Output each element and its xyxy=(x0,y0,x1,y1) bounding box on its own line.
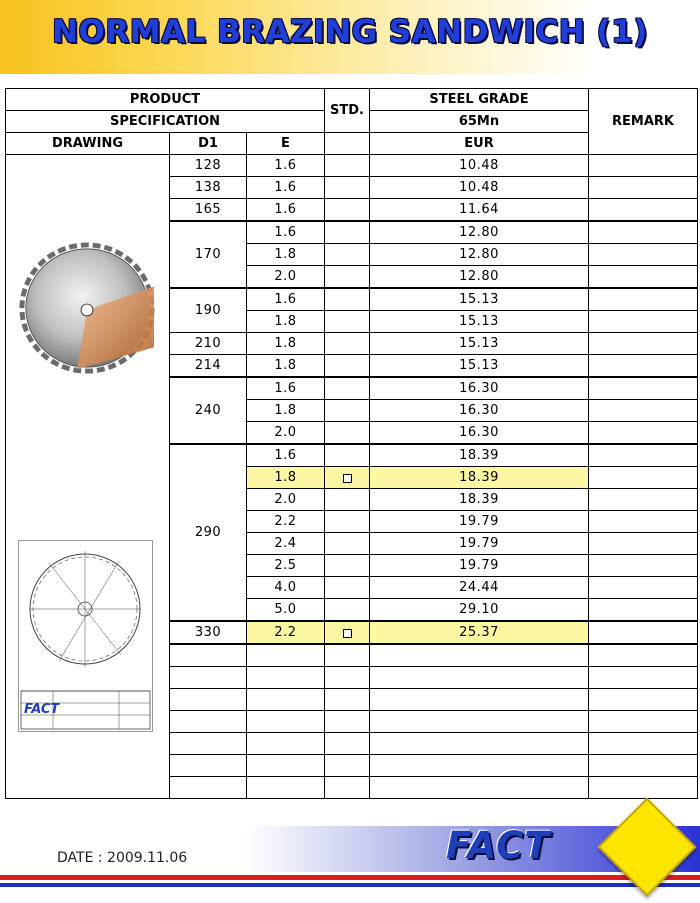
e-cell: 1.8 xyxy=(247,333,325,355)
e-cell xyxy=(247,667,325,689)
std-cell xyxy=(325,177,370,199)
remark-cell xyxy=(589,355,698,378)
price-cell: 10.48 xyxy=(370,155,589,177)
price-cell xyxy=(370,777,589,799)
remark-cell xyxy=(589,467,698,489)
remark-cell xyxy=(589,311,698,333)
price-cell: 12.80 xyxy=(370,266,589,289)
e-cell: 1.6 xyxy=(247,155,325,177)
remark-cell xyxy=(589,244,698,266)
std-cell xyxy=(325,689,370,711)
footer-stripe-red xyxy=(0,875,700,880)
std-header: STD. xyxy=(325,89,370,133)
remark-cell xyxy=(589,489,698,511)
price-cell: 19.79 xyxy=(370,533,589,555)
e-cell: 2.2 xyxy=(247,511,325,533)
table-row xyxy=(6,155,698,177)
e-cell: 2.0 xyxy=(247,422,325,445)
std-cell xyxy=(325,444,370,467)
d1-cell xyxy=(170,689,247,711)
drawing-fact-logo: FACT xyxy=(24,702,60,717)
price-cell: 25.37 xyxy=(370,621,589,644)
e-cell: 1.6 xyxy=(247,221,325,244)
d1-cell: 128 xyxy=(170,155,247,177)
remark-cell xyxy=(589,377,698,400)
footer-stripe-blue xyxy=(0,883,700,887)
e-cell: 1.8 xyxy=(247,244,325,266)
e-cell: 5.0 xyxy=(247,599,325,622)
std-cell xyxy=(325,355,370,378)
remark-cell xyxy=(589,667,698,689)
price-cell: 29.10 xyxy=(370,599,589,622)
price-cell: 24.44 xyxy=(370,577,589,599)
price-cell: 18.39 xyxy=(370,444,589,467)
steel-grade-header: STEEL GRADE xyxy=(370,89,589,111)
std-cell xyxy=(325,599,370,622)
price-cell: 19.79 xyxy=(370,511,589,533)
std-cell xyxy=(325,644,370,667)
e-cell: 1.6 xyxy=(247,177,325,199)
price-cell xyxy=(370,755,589,777)
std-cell xyxy=(325,311,370,333)
page-title: NORMAL BRAZING SANDWICH (1) xyxy=(52,14,648,50)
price-cell: 10.48 xyxy=(370,177,589,199)
price-cell: 15.13 xyxy=(370,355,589,378)
e-cell xyxy=(247,777,325,799)
d1-cell: 138 xyxy=(170,177,247,199)
d1-cell xyxy=(170,733,247,755)
price-cell: 16.30 xyxy=(370,422,589,445)
specification-header: SPECIFICATION xyxy=(6,111,325,133)
std-cell xyxy=(325,733,370,755)
std-cell xyxy=(325,467,370,489)
std-cell xyxy=(325,711,370,733)
checkbox-icon[interactable] xyxy=(343,629,352,638)
grade-header: 65Mn xyxy=(370,111,589,133)
e-cell xyxy=(247,755,325,777)
currency-header: EUR xyxy=(370,133,589,155)
e-cell xyxy=(247,689,325,711)
price-cell: 15.13 xyxy=(370,288,589,311)
remark-cell xyxy=(589,621,698,644)
price-cell xyxy=(370,733,589,755)
remark-cell xyxy=(589,221,698,244)
std-subheader-cell xyxy=(325,133,370,155)
price-cell: 19.79 xyxy=(370,555,589,577)
remark-cell xyxy=(589,577,698,599)
remark-header: REMARK xyxy=(589,89,698,155)
price-cell xyxy=(370,644,589,667)
drawing-header: DRAWING xyxy=(6,133,170,155)
e-header: E xyxy=(247,133,325,155)
remark-cell xyxy=(589,444,698,467)
remark-cell xyxy=(589,266,698,289)
remark-cell xyxy=(589,288,698,311)
price-cell: 12.80 xyxy=(370,221,589,244)
remark-cell xyxy=(589,400,698,422)
product-header: PRODUCT xyxy=(6,89,325,111)
remark-cell xyxy=(589,199,698,222)
price-cell: 12.80 xyxy=(370,244,589,266)
price-cell: 16.30 xyxy=(370,400,589,422)
price-cell xyxy=(370,689,589,711)
e-cell: 4.0 xyxy=(247,577,325,599)
remark-cell xyxy=(589,733,698,755)
std-cell xyxy=(325,155,370,177)
std-cell xyxy=(325,244,370,266)
price-cell: 15.13 xyxy=(370,333,589,355)
std-cell xyxy=(325,400,370,422)
e-cell: 1.6 xyxy=(247,444,325,467)
remark-cell xyxy=(589,777,698,799)
remark-cell xyxy=(589,644,698,667)
checkbox-icon[interactable] xyxy=(343,474,352,483)
e-cell: 1.8 xyxy=(247,355,325,378)
std-cell xyxy=(325,533,370,555)
e-cell: 2.2 xyxy=(247,621,325,644)
date-label: DATE : 2009.11.06 xyxy=(57,850,188,866)
d1-cell: 210 xyxy=(170,333,247,355)
d1-cell xyxy=(170,711,247,733)
std-cell xyxy=(325,667,370,689)
price-cell: 11.64 xyxy=(370,199,589,222)
d1-cell: 190 xyxy=(170,288,247,333)
remark-cell xyxy=(589,177,698,199)
d1-header: D1 xyxy=(170,133,247,155)
std-cell xyxy=(325,511,370,533)
price-cell xyxy=(370,667,589,689)
remark-cell xyxy=(589,599,698,622)
remark-cell xyxy=(589,155,698,177)
e-cell: 1.6 xyxy=(247,288,325,311)
std-cell xyxy=(325,266,370,289)
d1-cell: 214 xyxy=(170,355,247,378)
e-cell xyxy=(247,711,325,733)
std-cell xyxy=(325,777,370,799)
std-cell xyxy=(325,577,370,599)
price-cell xyxy=(370,711,589,733)
d1-cell: 165 xyxy=(170,199,247,222)
std-cell xyxy=(325,555,370,577)
d1-cell xyxy=(170,777,247,799)
std-cell xyxy=(325,377,370,400)
technical-drawing-image xyxy=(18,540,153,732)
d1-cell: 240 xyxy=(170,377,247,444)
std-cell xyxy=(325,422,370,445)
price-cell: 15.13 xyxy=(370,311,589,333)
remark-cell xyxy=(589,511,698,533)
yellow-diamond-icon xyxy=(598,798,697,897)
std-cell xyxy=(325,199,370,222)
e-cell: 2.5 xyxy=(247,555,325,577)
d1-cell xyxy=(170,755,247,777)
d1-cell xyxy=(170,667,247,689)
e-cell: 1.8 xyxy=(247,467,325,489)
drawing-cell xyxy=(6,155,170,799)
std-cell xyxy=(325,221,370,244)
remark-cell xyxy=(589,422,698,445)
e-cell: 1.8 xyxy=(247,400,325,422)
e-cell: 2.0 xyxy=(247,266,325,289)
remark-cell xyxy=(589,689,698,711)
remark-cell xyxy=(589,711,698,733)
std-cell xyxy=(325,755,370,777)
e-cell xyxy=(247,733,325,755)
std-cell xyxy=(325,333,370,355)
e-cell: 1.8 xyxy=(247,311,325,333)
remark-cell xyxy=(589,555,698,577)
d1-cell: 330 xyxy=(170,621,247,644)
std-cell xyxy=(325,288,370,311)
e-cell xyxy=(247,644,325,667)
std-cell xyxy=(325,489,370,511)
d1-cell: 290 xyxy=(170,444,247,621)
fact-logo: FACT xyxy=(446,824,551,867)
price-table xyxy=(5,88,698,799)
std-cell xyxy=(325,621,370,644)
e-cell: 1.6 xyxy=(247,199,325,222)
remark-cell xyxy=(589,755,698,777)
e-cell: 2.0 xyxy=(247,489,325,511)
e-cell: 2.4 xyxy=(247,533,325,555)
price-cell: 18.39 xyxy=(370,489,589,511)
e-cell: 1.6 xyxy=(247,377,325,400)
remark-cell xyxy=(589,533,698,555)
price-cell: 16.30 xyxy=(370,377,589,400)
remark-cell xyxy=(589,333,698,355)
price-cell: 18.39 xyxy=(370,467,589,489)
d1-cell: 170 xyxy=(170,221,247,288)
saw-blade-image xyxy=(18,239,156,377)
d1-cell xyxy=(170,644,247,667)
